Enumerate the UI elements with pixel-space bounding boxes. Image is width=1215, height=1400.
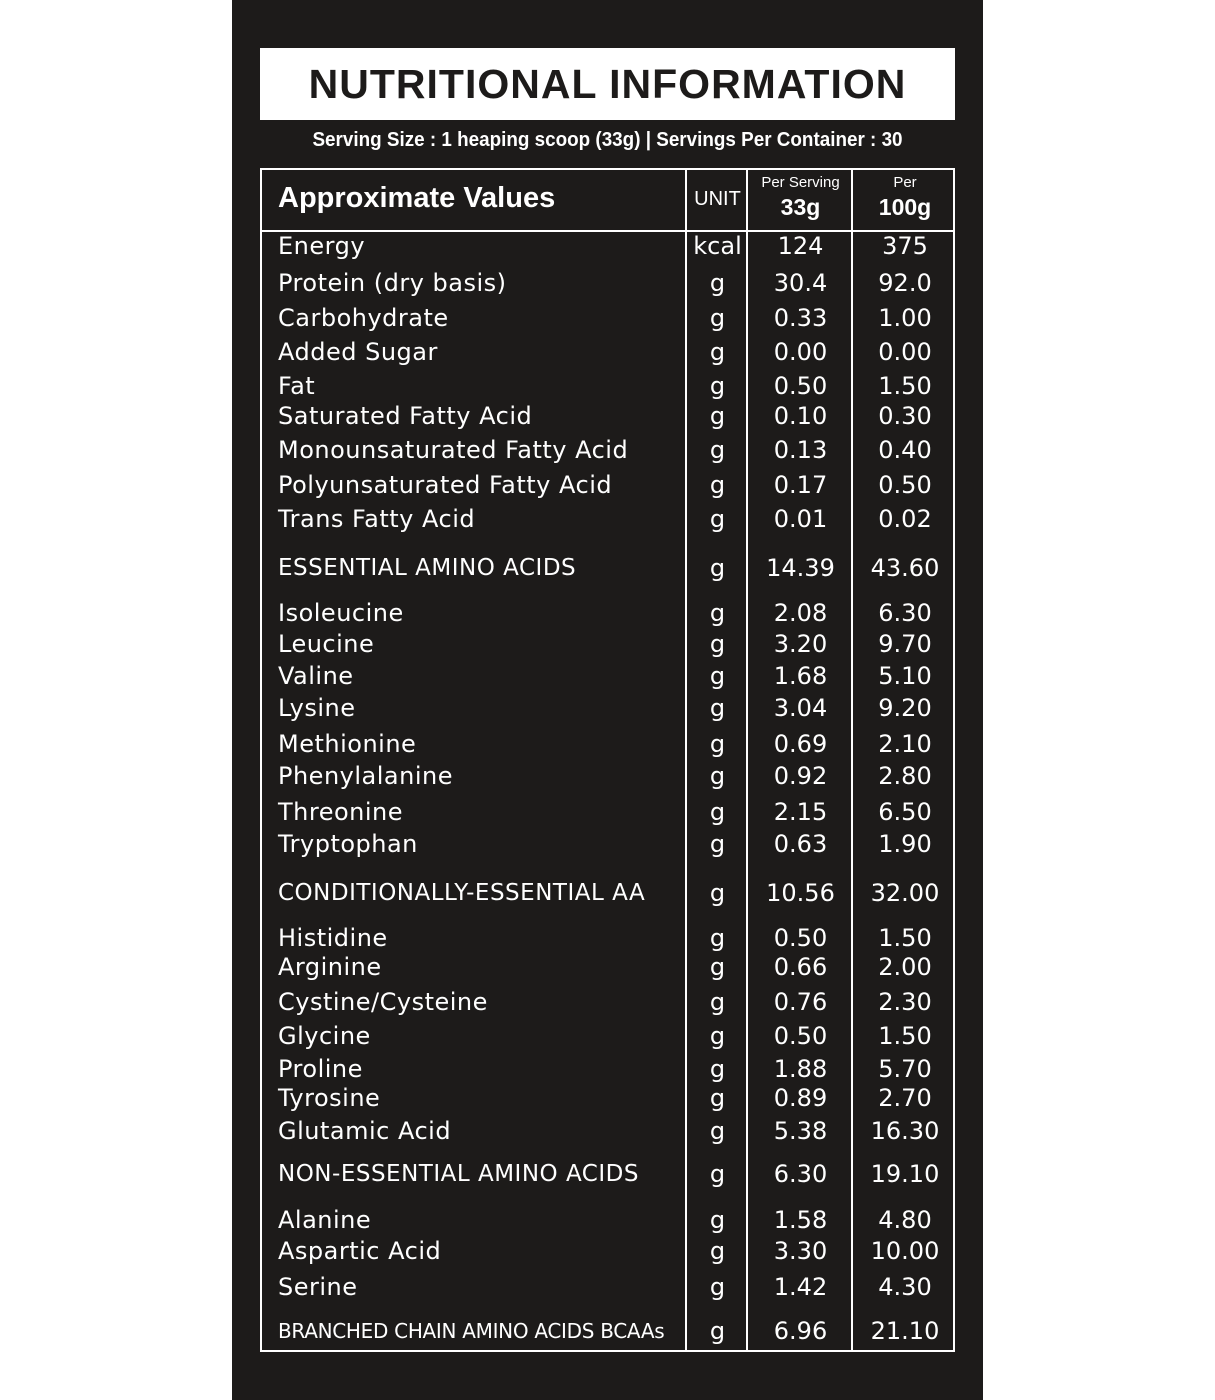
per-serving-value: 2.15 xyxy=(773,798,828,826)
per-serving-value: 0.33 xyxy=(773,304,828,332)
nutrient-unit: kcal xyxy=(693,232,742,260)
nutrient-unit: g xyxy=(709,1084,726,1112)
per-100g-value: 2.70 xyxy=(878,1084,932,1112)
header-per-serving-label: Per Serving xyxy=(761,174,840,191)
nutrient-name: Methionine xyxy=(278,730,417,758)
table-row xyxy=(262,504,953,534)
table-row xyxy=(262,401,953,431)
nutrient-name: Valine xyxy=(278,662,354,690)
table-row xyxy=(262,435,953,465)
nutrient-name: Tyrosine xyxy=(278,1084,381,1112)
table-row xyxy=(262,829,953,859)
nutrient-unit: g xyxy=(709,1273,726,1301)
per-100g-value: 0.30 xyxy=(878,402,932,430)
nutrient-unit: g xyxy=(709,953,726,981)
per-serving-value: 6.96 xyxy=(773,1317,828,1345)
table-row xyxy=(262,303,953,333)
nutrient-unit: g xyxy=(709,798,726,826)
per-serving-value: 0.50 xyxy=(773,372,828,400)
per-100g-value: 2.80 xyxy=(878,762,932,790)
per-serving-value: 10.56 xyxy=(766,879,835,907)
per-100g-value: 16.30 xyxy=(870,1117,940,1145)
table-row xyxy=(262,470,953,500)
nutrient-name: Serine xyxy=(278,1273,358,1301)
nutrient-name: Fat xyxy=(278,372,316,400)
nutrient-unit: g xyxy=(709,1055,726,1083)
nutrient-unit: g xyxy=(709,269,726,297)
nutrient-name: Saturated Fatty Acid xyxy=(278,402,533,430)
nutrient-name: Lysine xyxy=(278,694,356,722)
nutrient-name: Alanine xyxy=(278,1206,372,1234)
nutrient-name: Isoleucine xyxy=(278,599,404,627)
per-100g-value: 5.10 xyxy=(878,662,932,690)
per-serving-value: 0.50 xyxy=(773,924,828,952)
page-title: NUTRITIONAL INFORMATION xyxy=(308,60,907,107)
nutrient-name: Threonine xyxy=(278,798,404,826)
nutrient-name: BRANCHED CHAIN AMINO ACIDS BCAAs xyxy=(278,1319,665,1343)
per-100g-value: 5.70 xyxy=(878,1055,932,1083)
nutrient-unit: g xyxy=(709,630,726,658)
serving-info: Serving Size : 1 heaping scoop (33g) | Servings Per Container : 30 xyxy=(312,128,903,151)
nutrient-unit: g xyxy=(709,505,726,533)
table-row xyxy=(262,1236,953,1266)
nutrient-unit: g xyxy=(709,662,726,690)
per-100g-value: 0.50 xyxy=(878,471,932,499)
per-100g-value: 6.30 xyxy=(878,599,932,627)
nutrient-unit: g xyxy=(709,304,726,332)
nutrient-name: Arginine xyxy=(278,953,382,981)
table-row xyxy=(262,1054,953,1084)
per-serving-value: 6.30 xyxy=(773,1160,828,1188)
nutrient-name: Energy xyxy=(278,232,366,260)
per-serving-value: 1.68 xyxy=(773,662,828,690)
nutrient-name: NON-ESSENTIAL AMINO ACIDS xyxy=(278,1161,639,1187)
per-100g-value: 1.00 xyxy=(878,304,932,332)
per-100g-value: 21.10 xyxy=(870,1317,940,1345)
per-serving-value: 124 xyxy=(777,232,824,260)
per-100g-value: 32.00 xyxy=(870,879,940,907)
per-serving-value: 3.20 xyxy=(773,630,828,658)
per-100g-value: 1.90 xyxy=(878,830,932,858)
per-100g-value: 43.60 xyxy=(870,554,940,582)
per-serving-value: 1.88 xyxy=(773,1055,828,1083)
nutrient-name: Glycine xyxy=(278,1022,371,1050)
per-100g-value: 375 xyxy=(882,232,928,260)
nutrient-name: Carbohydrate xyxy=(278,304,449,332)
table-row xyxy=(262,1272,953,1302)
nutrient-unit: g xyxy=(709,599,726,627)
nutrient-name: Tryptophan xyxy=(278,830,418,858)
table-row xyxy=(262,797,953,827)
table-row xyxy=(262,1116,953,1146)
nutrient-name: Proline xyxy=(278,1055,363,1083)
per-100g-value: 2.10 xyxy=(878,730,932,758)
table-row xyxy=(262,231,953,261)
nutrient-unit: g xyxy=(709,372,726,400)
nutrition-table xyxy=(260,168,955,1352)
per-serving-value: 2.08 xyxy=(773,599,828,627)
nutrient-name: Protein (dry basis) xyxy=(278,269,507,297)
nutrient-unit: g xyxy=(709,1237,726,1265)
per-serving-value: 0.63 xyxy=(773,830,828,858)
nutrient-name: Polyunsaturated Fatty Acid xyxy=(278,471,613,499)
header-per100-label: Per xyxy=(893,174,917,191)
table-row xyxy=(262,987,953,1017)
table-row xyxy=(262,661,953,691)
table-row xyxy=(262,268,953,298)
title-box xyxy=(260,48,955,120)
nutrient-unit: g xyxy=(709,338,726,366)
per-100g-value: 2.30 xyxy=(878,988,932,1016)
header-per-serving-value: 33g xyxy=(780,194,821,220)
table-row xyxy=(262,1205,953,1235)
nutrient-unit: g xyxy=(709,1317,726,1345)
nutrient-unit: g xyxy=(709,694,726,722)
table-row xyxy=(262,1159,953,1189)
nutrient-unit: g xyxy=(709,830,726,858)
per-100g-value: 4.30 xyxy=(878,1273,932,1301)
per-serving-value: 5.38 xyxy=(773,1117,828,1145)
per-100g-value: 1.50 xyxy=(878,372,932,400)
nutrient-name: Added Sugar xyxy=(278,338,438,366)
per-serving-value: 0.50 xyxy=(773,1022,828,1050)
table-row xyxy=(262,553,953,583)
per-serving-value: 0.69 xyxy=(773,730,828,758)
table-row xyxy=(262,1021,953,1051)
nutrient-unit: g xyxy=(709,1117,726,1145)
per-serving-value: 3.30 xyxy=(773,1237,828,1265)
per-100g-value: 6.50 xyxy=(878,798,932,826)
nutrient-name: CONDITIONALLY-ESSENTIAL AA xyxy=(278,880,646,906)
header-unit: UNIT xyxy=(694,188,741,210)
per-serving-value: 1.58 xyxy=(773,1206,828,1234)
table-row xyxy=(262,952,953,982)
per-100g-value: 10.00 xyxy=(870,1237,940,1265)
per-serving-value: 0.92 xyxy=(773,762,828,790)
nutrient-name: Glutamic Acid xyxy=(278,1117,452,1145)
per-serving-value: 0.89 xyxy=(773,1084,828,1112)
table-row xyxy=(262,693,953,723)
table-row xyxy=(262,598,953,628)
per-serving-value: 0.00 xyxy=(773,338,828,366)
table-row xyxy=(262,761,953,791)
per-serving-value: 0.76 xyxy=(773,988,828,1016)
nutrient-unit: g xyxy=(709,436,726,464)
table-row xyxy=(262,923,953,953)
table-row xyxy=(262,371,953,401)
nutrient-unit: g xyxy=(709,1206,726,1234)
table-row xyxy=(262,629,953,659)
per-100g-value: 9.70 xyxy=(878,630,932,658)
table-row xyxy=(262,337,953,367)
per-100g-value: 0.00 xyxy=(878,338,932,366)
nutrient-name: ESSENTIAL AMINO ACIDS xyxy=(278,555,577,581)
per-100g-value: 92.0 xyxy=(878,269,932,297)
per-100g-value: 9.20 xyxy=(878,694,932,722)
per-100g-value: 2.00 xyxy=(878,953,932,981)
header-per100-value: 100g xyxy=(878,194,932,220)
nutrient-unit: g xyxy=(709,988,726,1016)
per-100g-value: 4.80 xyxy=(878,1206,932,1234)
nutrient-unit: g xyxy=(709,879,726,907)
nutrient-unit: g xyxy=(709,402,726,430)
per-serving-value: 30.4 xyxy=(773,269,828,297)
per-serving-value: 0.01 xyxy=(773,505,828,533)
nutrient-name: Trans Fatty Acid xyxy=(278,505,476,533)
table-row xyxy=(262,729,953,759)
table-row xyxy=(262,1083,953,1113)
nutrient-name: Leucine xyxy=(278,630,375,658)
nutrient-unit: g xyxy=(709,471,726,499)
nutrient-unit: g xyxy=(709,924,726,952)
per-serving-value: 0.10 xyxy=(773,402,828,430)
nutrient-name: Histidine xyxy=(278,924,388,952)
table-row xyxy=(262,878,953,908)
per-100g-value: 19.10 xyxy=(870,1160,940,1188)
nutrient-name: Cystine/Cysteine xyxy=(278,988,488,1016)
per-serving-value: 1.42 xyxy=(773,1273,828,1301)
per-serving-value: 0.66 xyxy=(773,953,828,981)
per-serving-value: 3.04 xyxy=(773,694,828,722)
per-serving-value: 14.39 xyxy=(766,554,835,582)
per-serving-value: 0.17 xyxy=(773,471,828,499)
nutrient-unit: g xyxy=(709,554,726,582)
nutrient-unit: g xyxy=(709,730,726,758)
per-100g-value: 1.50 xyxy=(878,924,932,952)
per-serving-value: 0.13 xyxy=(773,436,828,464)
nutrient-name: Monounsaturated Fatty Acid xyxy=(278,436,629,464)
per-100g-value: 0.02 xyxy=(878,505,932,533)
nutrient-unit: g xyxy=(709,1160,726,1188)
nutrient-unit: g xyxy=(709,762,726,790)
header-approx-values: Approximate Values xyxy=(278,182,556,214)
nutrient-name: Aspartic Acid xyxy=(278,1237,442,1265)
nutrient-name: Phenylalanine xyxy=(278,762,453,790)
per-100g-value: 0.40 xyxy=(878,436,932,464)
per-100g-value: 1.50 xyxy=(878,1022,932,1050)
table-row xyxy=(262,1316,953,1346)
nutrient-unit: g xyxy=(709,1022,726,1050)
